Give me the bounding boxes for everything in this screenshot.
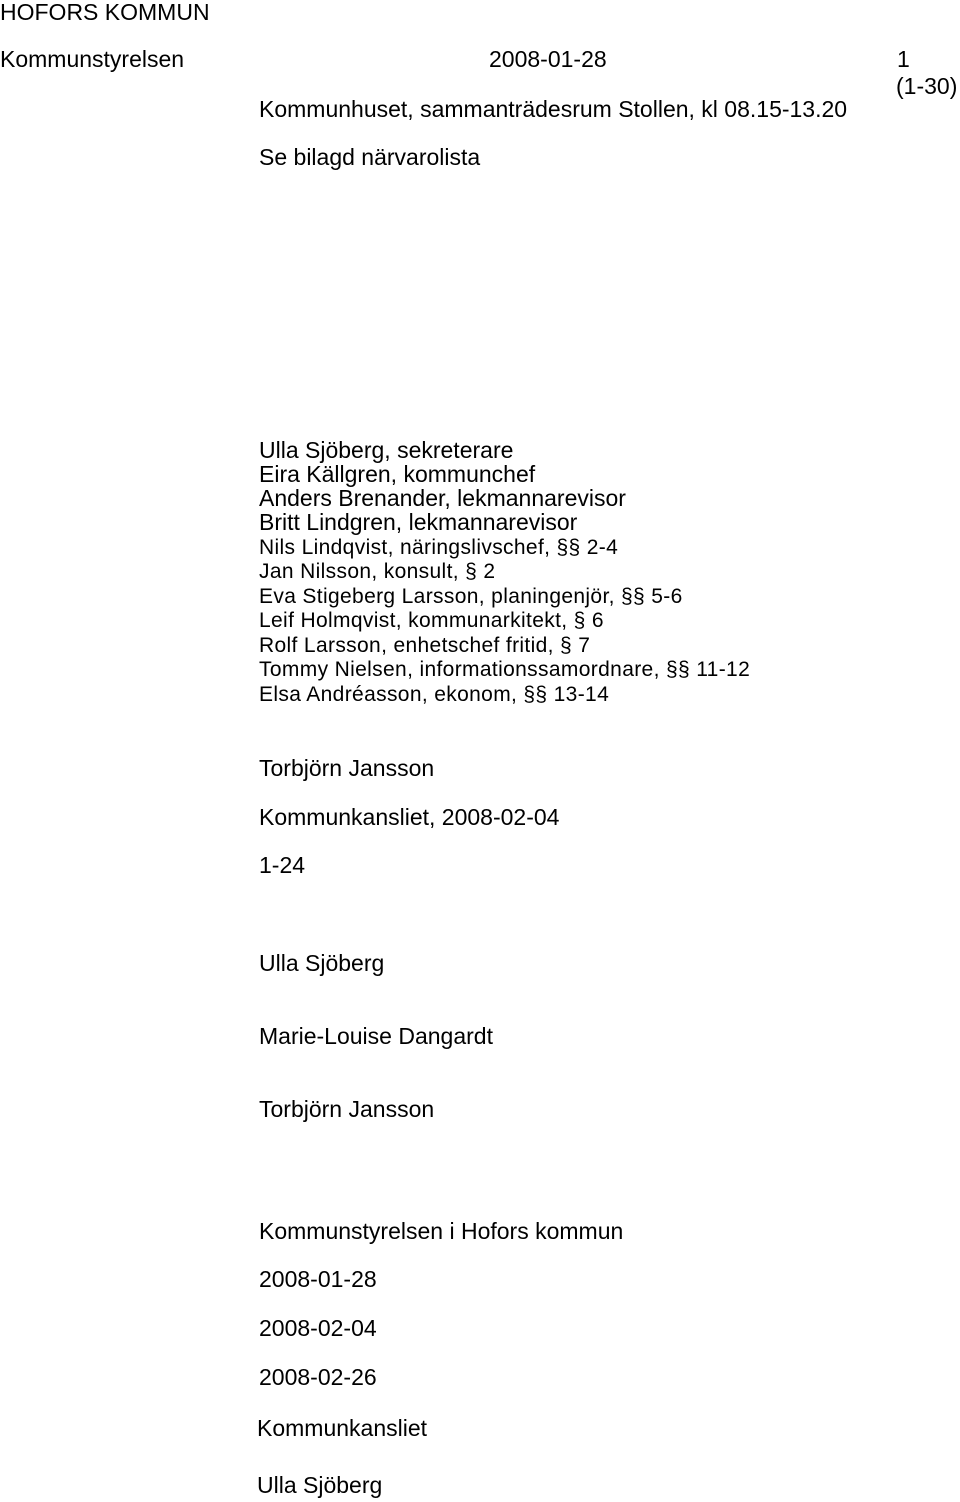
page-number: 1 xyxy=(897,46,910,72)
list-item: Rolf Larsson, enhetschef fritid, § 7 xyxy=(259,634,591,657)
page-range: (1-30) xyxy=(896,73,958,99)
notice-storage-place: Kommunkansliet xyxy=(257,1415,428,1441)
organization-name: HOFORS KOMMUN xyxy=(0,0,210,25)
notice-body: Kommunstyrelsen i Hofors kommun xyxy=(259,1218,624,1244)
adjustment-place-date: Kommunkansliet, 2008-02-04 xyxy=(259,804,560,830)
attendees-note: Se bilagd närvarolista xyxy=(259,144,481,170)
list-item: Jan Nilsson, konsult, § 2 xyxy=(259,560,496,583)
body-name: Kommunstyrelsen xyxy=(0,46,185,72)
list-item: Eira Källgren, kommunchef xyxy=(259,461,536,487)
list-item: Nils Lindqvist, näringslivschef, §§ 2-4 xyxy=(259,536,619,559)
list-item: Leif Holmqvist, kommunarkitekt, § 6 xyxy=(259,609,604,632)
paragraph-range: 1-24 xyxy=(259,852,306,878)
list-item: Tommy Nielsen, informationssamordnare, §§ 11-12 xyxy=(259,658,751,681)
notice-posted-date: 2008-02-04 xyxy=(259,1315,377,1341)
list-item: Elsa Andréasson, ekonom, §§ 13-14 xyxy=(259,683,610,706)
meeting-date: 2008-01-28 xyxy=(489,46,607,72)
list-item: Ulla Sjöberg, sekreterare xyxy=(259,437,514,463)
notice-signature: Ulla Sjöberg xyxy=(257,1472,383,1498)
notice-meeting-date: 2008-01-28 xyxy=(259,1266,377,1292)
signature-secretary: Ulla Sjöberg xyxy=(259,950,385,976)
list-item: Anders Brenander, lekmannarevisor xyxy=(259,485,626,511)
list-item: Eva Stigeberg Larsson, planingenjör, §§ 5-6 xyxy=(259,585,683,608)
notice-removed-date: 2008-02-26 xyxy=(259,1364,377,1390)
list-item: Britt Lindgren, lekmannarevisor xyxy=(259,509,578,535)
adjuster-name: Torbjörn Jansson xyxy=(259,755,435,781)
meeting-place: Kommunhuset, sammanträdesrum Stollen, kl 08.15-13.20 xyxy=(259,96,848,122)
signature-adjuster: Torbjörn Jansson xyxy=(259,1096,435,1122)
signature-chair: Marie-Louise Dangardt xyxy=(259,1023,493,1049)
